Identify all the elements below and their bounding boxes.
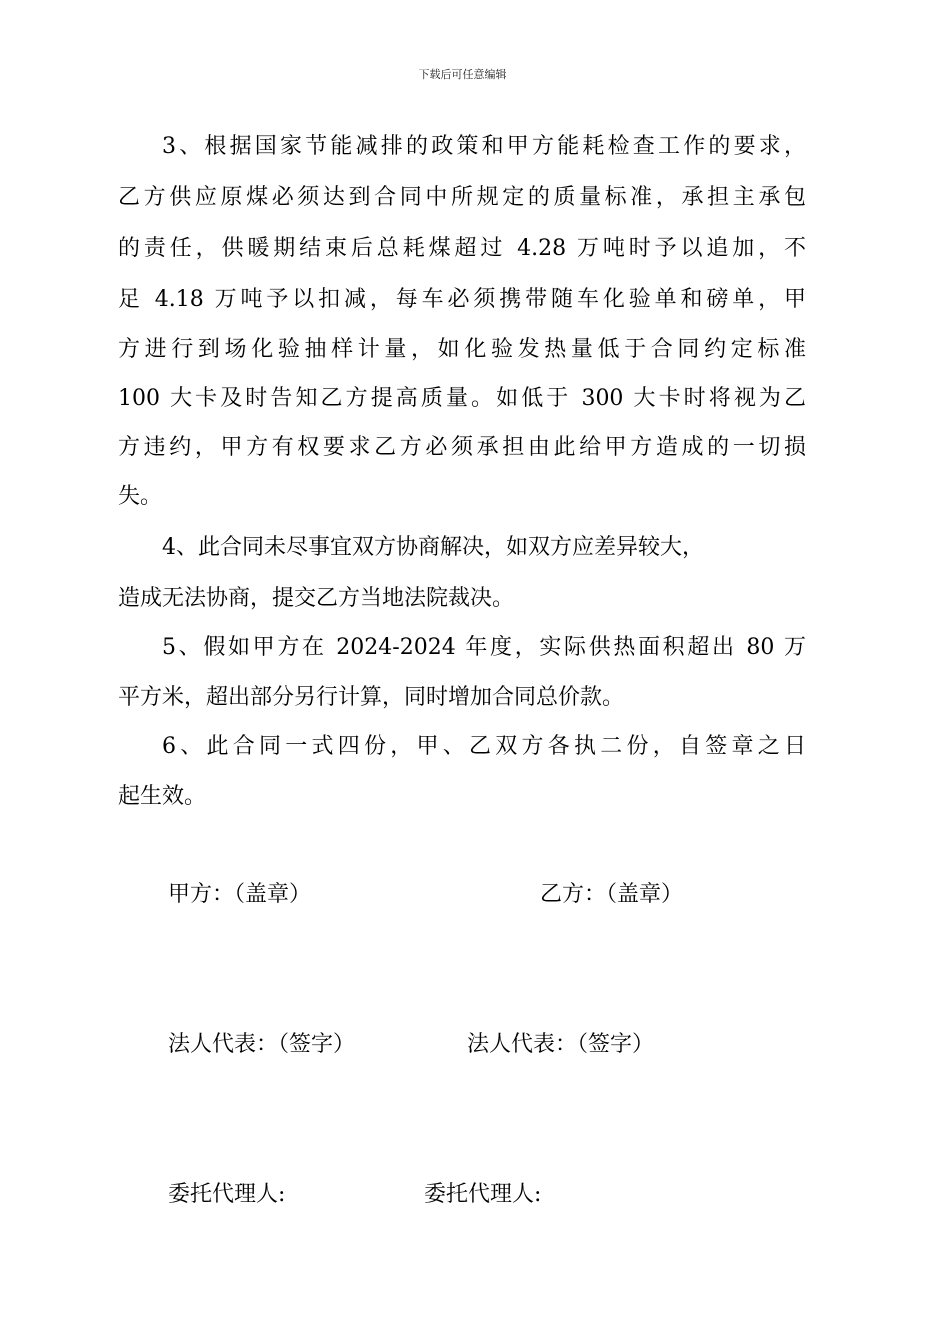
clause-3-line-7: 方违约，甲方有权要求乙方必须承担由此给甲方造成的一切损 — [118, 435, 806, 460]
party-b-seal-label: 乙方：（盖章） — [540, 882, 684, 907]
clause-6-line-1: 6、此合同一式四份，甲、乙双方各执二份，自签章之日 — [162, 734, 806, 759]
party-a-agent-label: 委托代理人: — [168, 1182, 286, 1207]
clause-5-line-2: 平方米，超出部分另行计算，同时增加合同总价款。 — [118, 685, 625, 710]
clause-3-line-8: 失。 — [118, 484, 163, 509]
party-b-agent-label: 委托代理人: — [424, 1182, 542, 1207]
clause-3-line-5: 方进行到场化验抽样计量，如化验发热量低于合同约定标准 — [118, 337, 806, 362]
clause-5-line-1: 5、假如甲方在 2024-2024 年度，实际供热面积超出 80 万 — [162, 635, 806, 660]
clause-3-line-4: 足 4.18 万吨予以扣减，每车必须携带随车化验单和磅单，甲 — [118, 287, 806, 312]
clause-3-line-3: 的责任，供暖期结束后总耗煤超过 4.28 万吨时予以追加，不 — [118, 236, 806, 261]
clause-3-line-2: 乙方供应原煤必须达到合同中所规定的质量标准，承担主承包 — [118, 185, 806, 210]
page-header-note: 下载后可任意编辑 — [418, 68, 507, 81]
clause-4-line-1: 4、此合同未尽事宜双方协商解决，如双方应差异较大， — [162, 535, 704, 560]
party-a-legal-rep-label: 法人代表：（签字） — [168, 1032, 356, 1057]
clause-4-line-2: 造成无法协商，提交乙方当地法院裁决。 — [118, 586, 515, 611]
party-b-legal-rep-label: 法人代表：（签字） — [467, 1032, 655, 1057]
clause-3-line-1: 3、根据国家节能减排的政策和甲方能耗检查工作的要求， — [162, 134, 806, 159]
clause-3-line-6: 100 大卡及时告知乙方提高质量。如低于 300 大卡时将视为乙 — [118, 386, 806, 411]
party-a-seal-label: 甲方：（盖章） — [168, 882, 312, 907]
clause-6-line-2: 起生效。 — [118, 784, 207, 809]
